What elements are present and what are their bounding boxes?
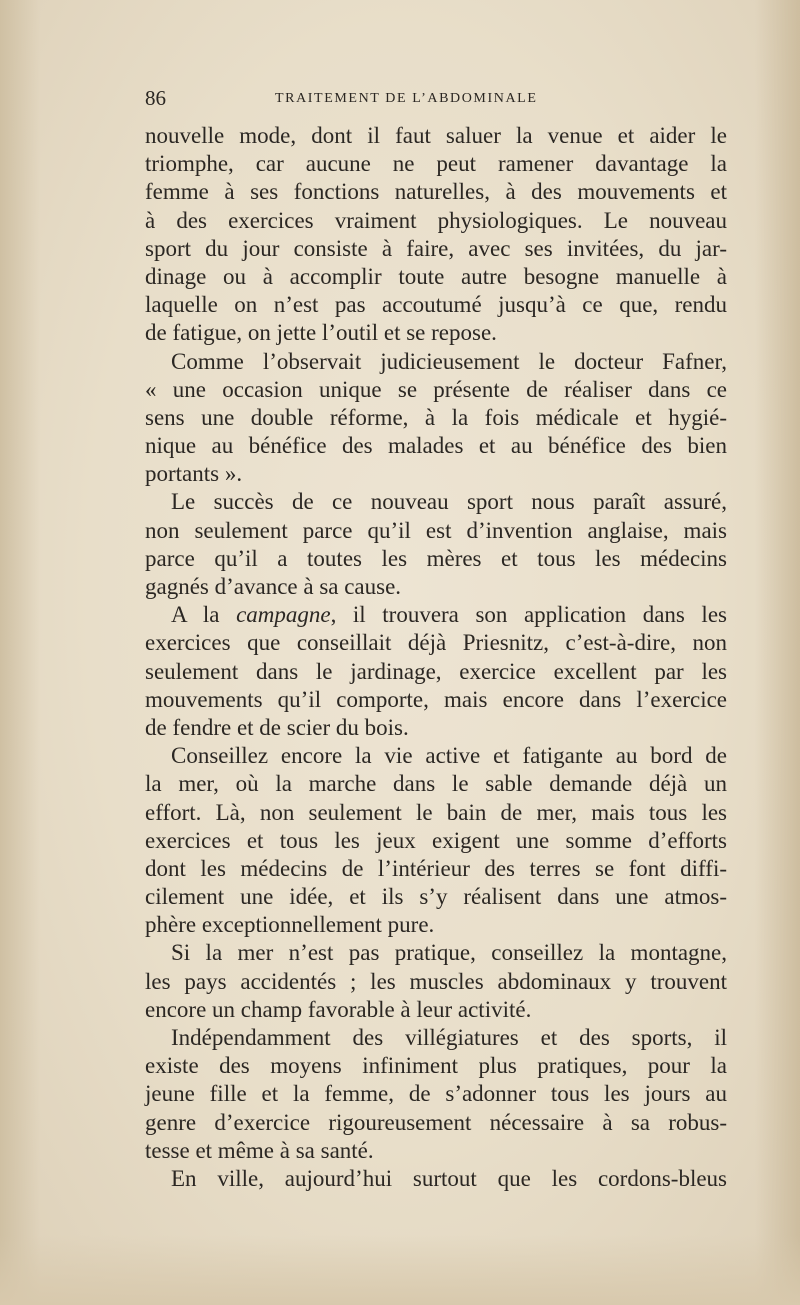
text-line: exercices que conseillait déjà Priesnitz, c’est-à-dire, non	[145, 630, 727, 656]
text-line: portants ».	[145, 461, 243, 487]
text-line: femme à ses fonctions naturelles, à des mouvements et	[145, 179, 727, 205]
text-line: Indépendamment des villégiatures et des sports, il	[171, 1025, 727, 1050]
text-line: sens une double réforme, à la fois médicale et hygié-	[145, 404, 727, 430]
text-line: dont les médecins de l’intérieur des terres se font diffi-	[145, 855, 727, 881]
text-line: les pays accidentés ; les muscles abdominaux y trouvent	[145, 968, 727, 994]
text-line: nique au bénéfice des malades et au bénéfice des bien	[145, 433, 727, 459]
text-line: de fatigue, on jette l’outil et se repose.	[145, 320, 497, 346]
text-line: la mer, où la marche dans le sable demande déjà un	[145, 771, 727, 797]
text-line: nouvelle mode, dont il faut saluer la venue et aider le	[145, 123, 727, 148]
text-line: dinage ou à accomplir toute autre besogne manuelle à	[145, 263, 727, 289]
running-head: TRAITEMENT DE L’ABDOMINALE	[275, 91, 538, 106]
text-line: sport du jour consiste à faire, avec ses invitées, du jar-	[145, 235, 727, 261]
page-header	[145, 86, 727, 116]
text-line: Le succès de ce nouveau sport nous paraît assuré,	[171, 489, 727, 515]
text-line: mouvements qu’il comporte, mais encore dans l’exercice	[145, 686, 727, 712]
italic-text: campagne	[236, 602, 331, 628]
body-text	[145, 122, 727, 1193]
text-line: Si la mer n’est pas pratique, conseillez la montagne,	[171, 940, 727, 966]
text-line: En ville, aujourd’hui surtout que les cordons-bleus	[171, 1165, 727, 1191]
text-line: exercices et tous les jeux exigent une somme d’efforts	[145, 827, 727, 853]
text-line: phère exceptionnellement pure.	[145, 912, 435, 938]
page-number: 86	[145, 86, 166, 110]
text-line: non seulement parce qu’il est d’invention anglaise, mais	[145, 517, 727, 543]
text-segment: A la	[171, 602, 237, 628]
text-line: triomphe, car aucune ne peut ramener davantage la	[145, 151, 727, 177]
text-line: cilement une idée, et ils s’y réalisent dans une atmos-	[145, 884, 727, 910]
text-line: effort. Là, non seulement le bain de mer, mais tous les	[145, 799, 727, 825]
text-segment: , il trouvera son application dans les	[330, 602, 727, 628]
text-line: « une occasion unique se présente de réaliser dans ce	[145, 376, 727, 402]
text-line: parce qu’il a toutes les mères et tous les médecins	[145, 545, 727, 571]
text-line: laquelle on n’est pas accoutumé jusqu’à ce que, rendu	[145, 292, 727, 318]
page-edge-bottom	[0, 1235, 800, 1305]
text-line: Comme l’observait judicieusement le docteur Fafner,	[171, 348, 727, 374]
text-line: Conseillez encore la vie active et fatigante au bord de	[171, 743, 727, 769]
text-line: jeune fille et la femme, de s’adonner tous les jours au	[145, 1081, 727, 1107]
text-line: de fendre et de scier du bois.	[145, 714, 409, 740]
text-line	[145, 601, 727, 629]
text-line: à des exercices vraiment physiologiques. Le nouveau	[145, 207, 727, 233]
text-line: encore un champ favorable à leur activité.	[145, 996, 532, 1022]
page-edge-right	[755, 0, 800, 1305]
text-line: genre d’exercice rigoureusement nécessaire à sa robus-	[145, 1109, 727, 1135]
text-line: gagnés d’avance à sa cause.	[145, 574, 402, 599]
text-line: seulement dans le jardinage, exercice excellent par les	[145, 658, 727, 684]
text-line: tesse et même à sa santé.	[145, 1137, 374, 1163]
text-line: existe des moyens infiniment plus pratiques, pour la	[145, 1053, 727, 1079]
page-edge-left	[0, 0, 40, 1305]
